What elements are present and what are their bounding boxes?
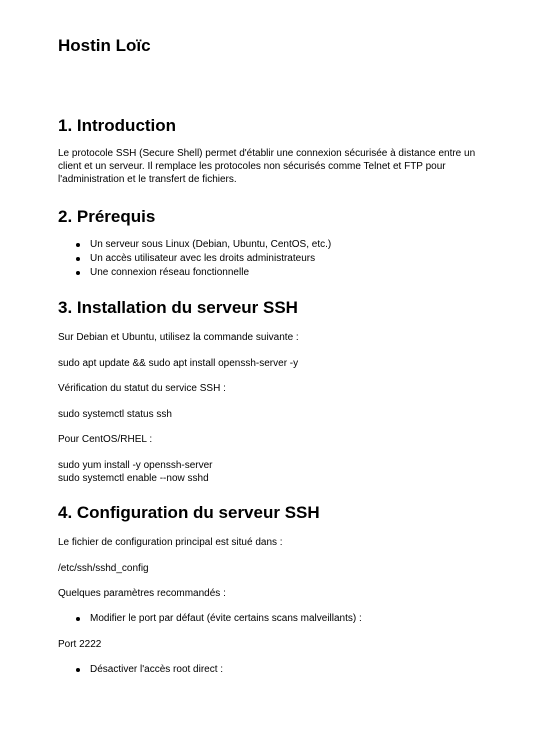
install-instruction-debian: Sur Debian et Ubuntu, utilisez la commande suivante : [58,332,299,343]
config-item1-block [58,612,492,626]
install-cmd2-block [58,408,492,421]
config-p1-block [58,536,492,549]
intro-paragraph: Le protocole SSH (Secure Shell) permet d'établir une connexion sécurisée à distance entre un client et un serveur. Il remplace les protocoles non sécurisés comme Telnet et FTP pour l'administration et le transfert de fichiers. [58,148,476,185]
section-title-introduction: 1. Introduction [58,116,177,135]
list-item: Un accès utilisateur avec les droits administrateurs [58,252,492,266]
section-title-installation: 3. Installation du serveur SSH [58,298,298,317]
command-yum-install: sudo yum install -y openssh-server [58,460,213,471]
install-p3-block [58,433,492,446]
command-apt-install: sudo apt update && sudo apt install openssh-server -y [58,358,299,369]
install-p1-block [58,331,492,344]
config-item2-block [58,663,492,677]
config-p2-block [58,587,492,600]
list-item: Désactiver l'accès root direct : [58,663,492,677]
config-params-intro: Quelques paramètres recommandés : [58,588,226,599]
list-item: Une connexion réseau fonctionnelle [58,266,492,280]
prereq-list [58,238,492,280]
config-file-path: /etc/ssh/sshd_config [58,563,149,574]
install-cmd1-block [58,357,492,370]
install-p2-block [58,382,492,395]
command-systemctl-enable: sudo systemctl enable --now sshd [58,473,209,484]
section-title-configuration: 4. Configuration du serveur SSH [58,503,320,522]
prereq-list-block [58,238,492,280]
config-port-value: Port 2222 [58,639,102,650]
list-item: Modifier le port par défaut (évite certains scans malveillants) : [58,612,492,626]
author-name: Hostin Loïc [58,36,151,55]
install-instruction-status: Vérification du statut du service SSH : [58,383,226,394]
config-port-block [58,638,492,651]
intro-paragraph-block [58,147,492,186]
config-list-1 [58,612,492,626]
install-instruction-centos: Pour CentOS/RHEL : [58,434,153,445]
config-file-intro: Le fichier de configuration principal est situé dans : [58,537,283,548]
command-systemctl-status: sudo systemctl status ssh [58,409,172,420]
install-cmd3-block [58,459,492,485]
section-title-prerequis: 2. Prérequis [58,207,156,226]
config-list-2 [58,663,492,677]
list-item: Un serveur sous Linux (Debian, Ubuntu, CentOS, etc.) [58,238,492,252]
config-path-block [58,562,492,575]
